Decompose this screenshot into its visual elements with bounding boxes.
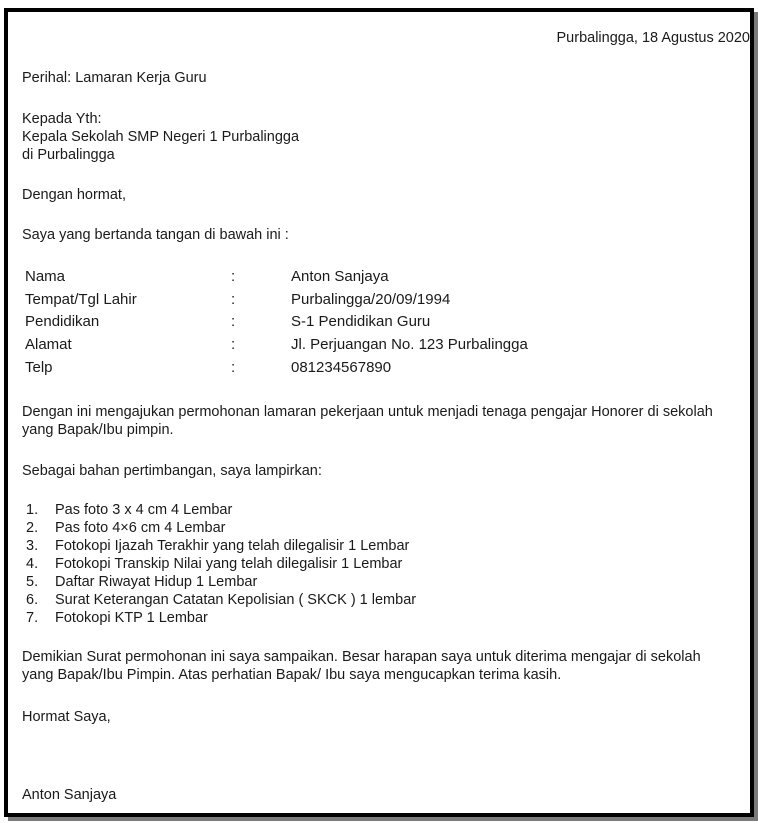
detail-separator: :: [231, 291, 236, 308]
signoff: Hormat Saya,: [22, 709, 111, 725]
list-number: 3.: [26, 538, 39, 554]
detail-label: Telp: [25, 359, 53, 376]
list-text: Fotokopi Transkip Nilai yang telah dilegalisir 1 Lembar: [55, 556, 403, 572]
list-number: 7.: [26, 610, 39, 626]
letter-date: Purbalingga, 18 Agustus 2020: [556, 30, 750, 46]
list-number: 2.: [26, 520, 39, 536]
detail-separator: :: [231, 268, 236, 285]
list-text: Pas foto 4×6 cm 4 Lembar: [55, 520, 226, 536]
detail-value: S-1 Pendidikan Guru: [291, 313, 431, 330]
list-text: Pas foto 3 x 4 cm 4 Lembar: [55, 502, 233, 518]
recipient-block: [22, 110, 736, 164]
list-number: 1.: [26, 502, 39, 518]
detail-value: 081234567890: [291, 359, 392, 376]
greeting: Dengan hormat,: [22, 187, 126, 203]
recipient-line-1: Kepala Sekolah SMP Negeri 1 Purbalingga: [22, 129, 300, 145]
detail-separator: :: [231, 336, 236, 353]
detail-value: Jl. Perjuangan No. 123 Purbalingga: [291, 336, 528, 353]
detail-label: Nama: [25, 268, 66, 285]
list-text: Fotokopi Ijazah Terakhir yang telah dilegalisir 1 Lembar: [55, 538, 410, 554]
body-paragraph: Dengan ini mengajukan permohonan lamaran pekerjaan untuk menjadi tenaga pengajar Honorer di sekolah yang Bapak/Ibu pimpin.: [22, 404, 713, 438]
attachments-intro: Sebagai bahan pertimbangan, saya lampirkan:: [22, 463, 322, 479]
list-number: 4.: [26, 556, 39, 572]
detail-value: Purbalingga/20/09/1994: [291, 291, 451, 308]
detail-label: Tempat/Tgl Lahir: [25, 291, 137, 308]
signature-name: Anton Sanjaya: [22, 787, 117, 803]
recipient-line-2: di Purbalingga: [22, 147, 115, 163]
detail-label: Alamat: [25, 336, 72, 353]
letter-subject: Perihal: Lamaran Kerja Guru: [22, 70, 207, 86]
recipient-to: Kepada Yth:: [22, 111, 102, 127]
detail-separator: :: [231, 359, 236, 376]
list-text: Daftar Riwayat Hidup 1 Lembar: [55, 574, 258, 590]
list-number: 6.: [26, 592, 39, 608]
list-text: Fotokopi KTP 1 Lembar: [55, 610, 208, 626]
detail-separator: :: [231, 313, 236, 330]
closing-paragraph: Demikian Surat permohonan ini saya sampaikan. Besar harapan saya untuk diterima mengajar di sekolah yang Bapak/Ibu Pimpin. Atas perhatian Bapak/ Ibu saya mengucapkan terima kasih.: [22, 649, 701, 683]
detail-value: Anton Sanjaya: [291, 268, 389, 285]
list-text: Surat Keterangan Catatan Kepolisian ( SKCK ) 1 lembar: [55, 592, 417, 608]
detail-label: Pendidikan: [25, 313, 100, 330]
letter-page: [4, 8, 754, 817]
list-number: 5.: [26, 574, 39, 590]
intro-text: Saya yang bertanda tangan di bawah ini :: [22, 227, 289, 243]
